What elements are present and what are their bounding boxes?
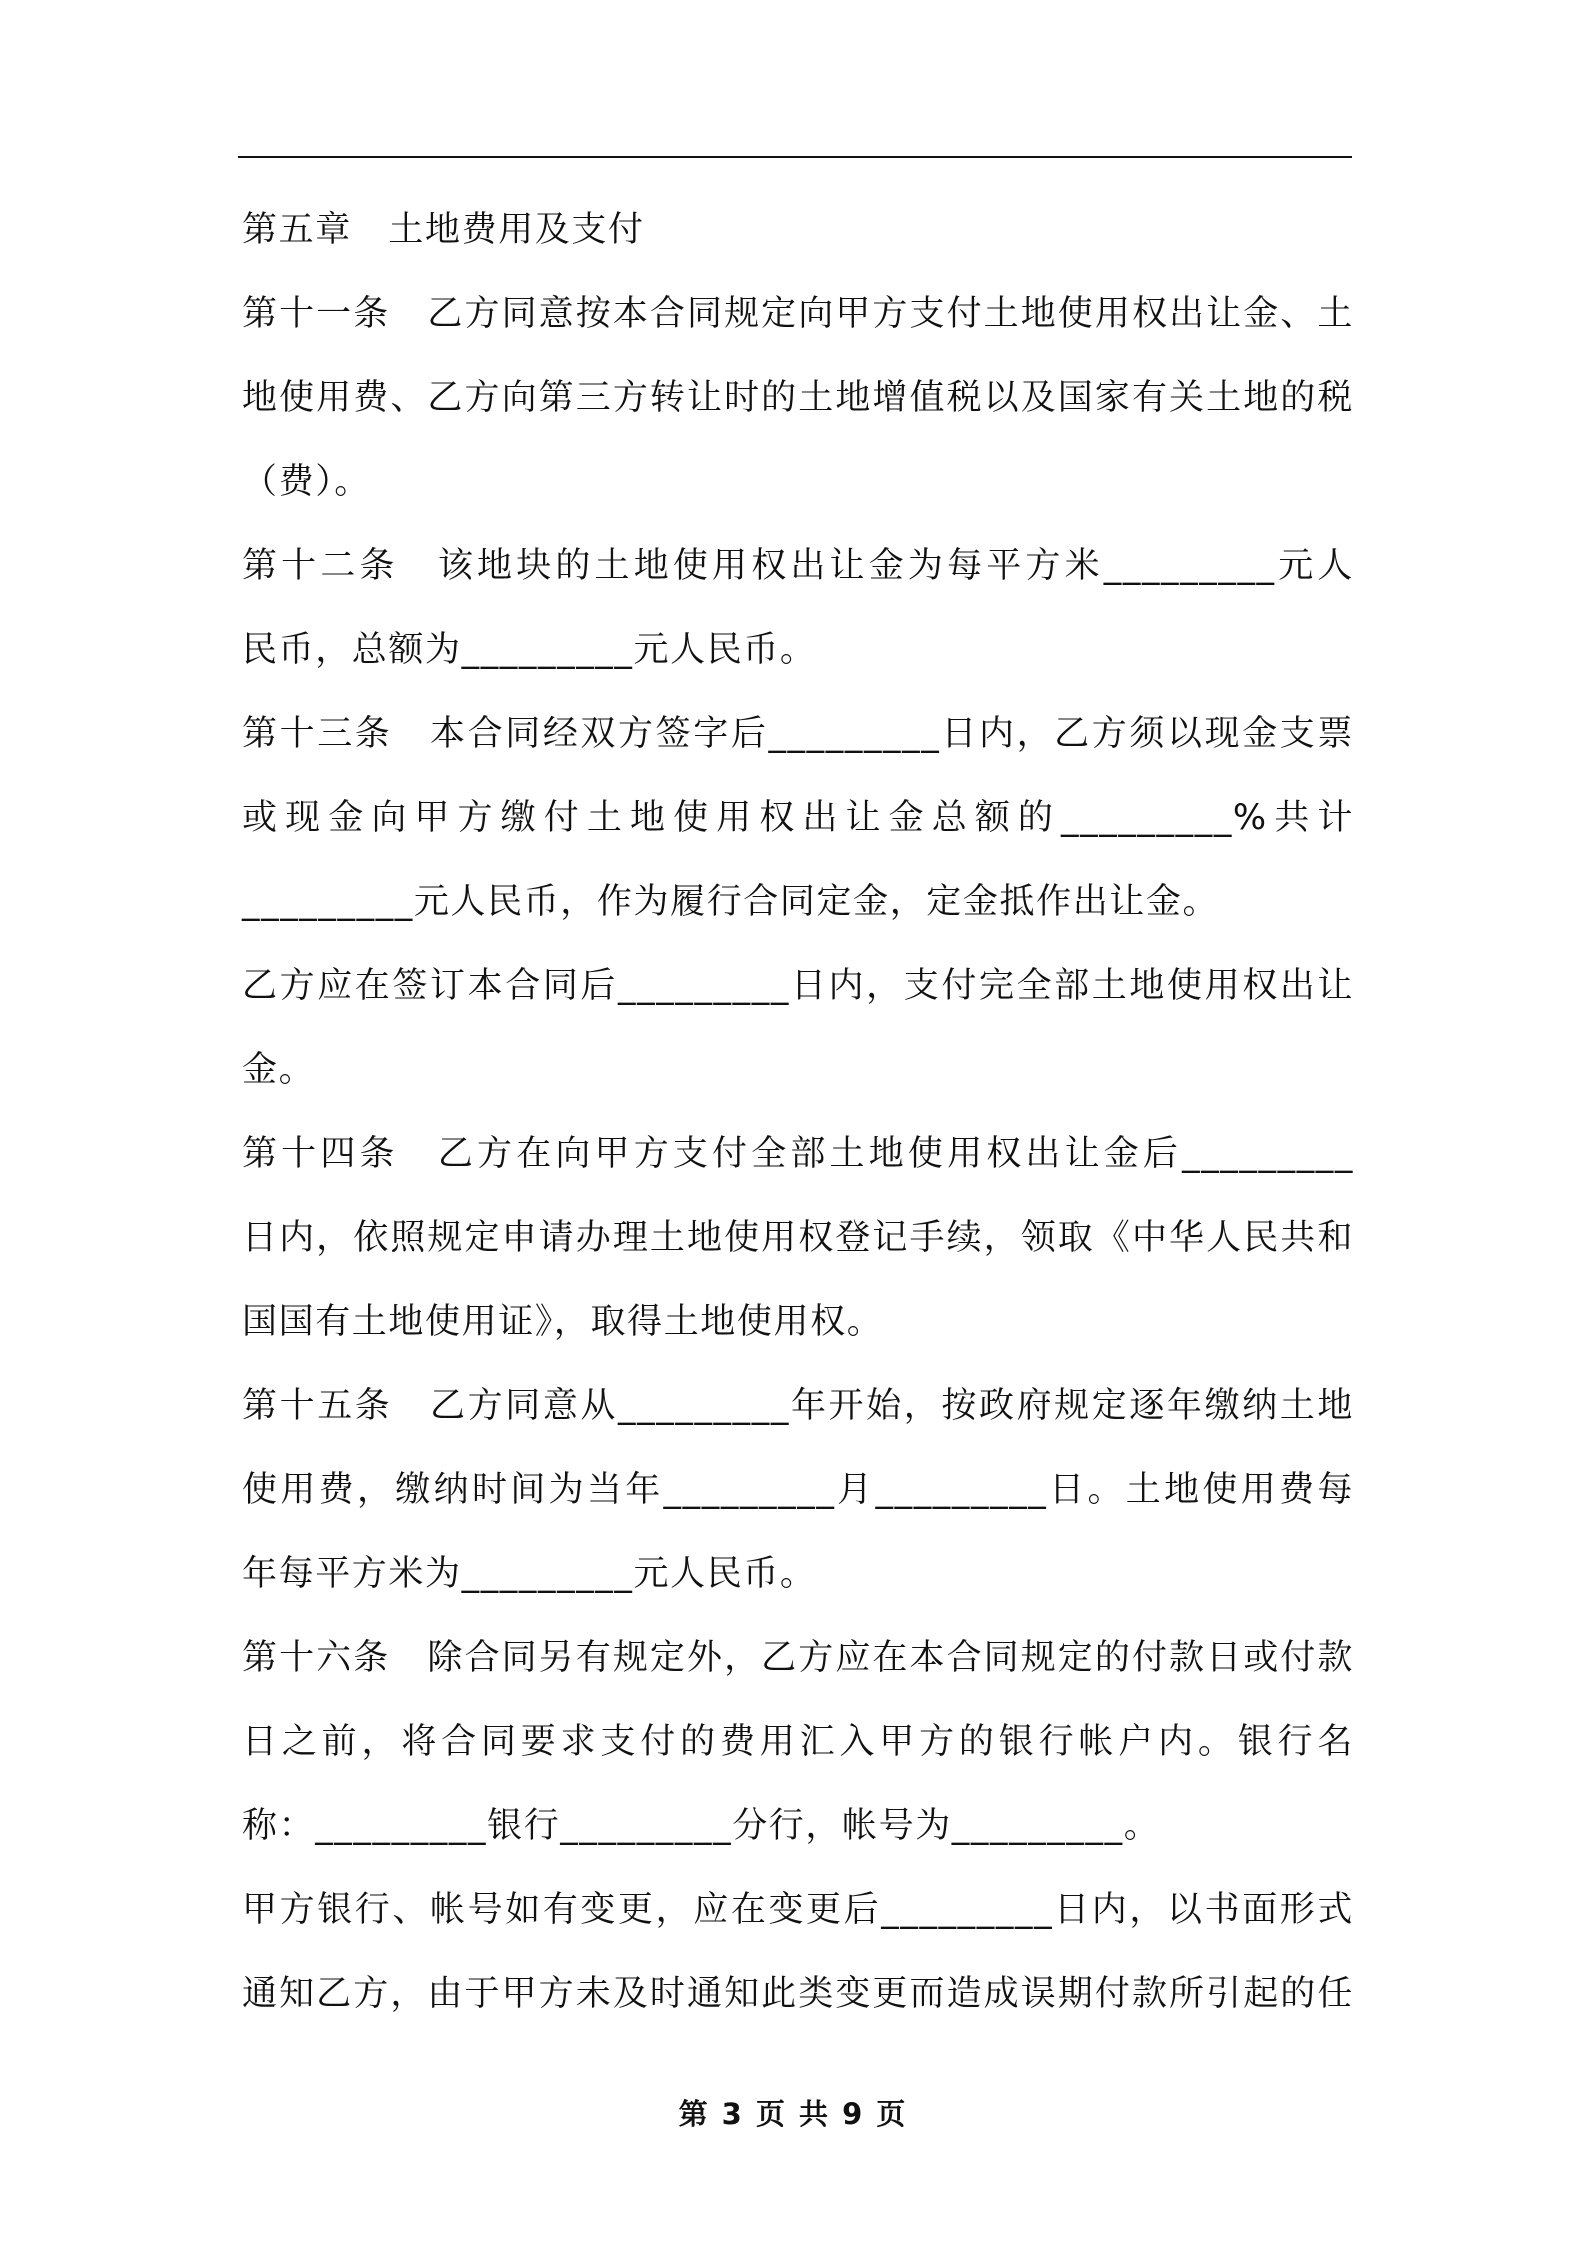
text-line: （费）。 <box>242 462 371 502</box>
text-line: 地使用费、乙方向第三方转让时的土地增值税以及国家有关土地的税 <box>242 378 1354 418</box>
text-line: 第十六条 除合同另有规定外，乙方应在本合同规定的付款日或付款 <box>242 1638 1354 1678</box>
chapter-heading: 第五章 土地费用及支付 <box>242 210 645 250</box>
text-line: 第十一条 乙方同意按本合同规定向甲方支付土地使用权出让金、土 <box>242 294 1354 334</box>
text-line: 民币，总额为_________元人民币。 <box>242 630 817 670</box>
text-line: 称：_________银行_________分行，帐号为_________。 <box>242 1806 1161 1846</box>
text-line: 日内，依照规定申请办理土地使用权登记手续，领取《中华人民共和 <box>242 1218 1354 1258</box>
text-line: 或现金向甲方缴付土地使用权出让金总额的_________%共计 <box>242 798 1354 838</box>
text-line: 通知乙方，由于甲方未及时通知此类变更而造成误期付款所引起的任 <box>242 1974 1354 2014</box>
text-line: _________元人民币，作为履行合同定金，定金抵作出让金。 <box>242 882 1220 922</box>
header-rule <box>238 156 1352 158</box>
text-line: 第十五条 乙方同意从_________年开始，按政府规定逐年缴纳土地 <box>242 1386 1354 1426</box>
text-line: 金。 <box>242 1050 316 1090</box>
page-number: 第 3 页 共 9 页 <box>678 2097 908 2131</box>
text-line: 甲方银行、帐号如有变更，应在变更后_________日内，以书面形式 <box>242 1890 1354 1930</box>
text-line: 第十三条 本合同经双方签字后_________日内，乙方须以现金支票 <box>242 714 1354 754</box>
text-line: 第十四条 乙方在向甲方支付全部土地使用权出让金后_________ <box>242 1134 1354 1174</box>
document-body <box>242 195 1354 2043</box>
text-line: 使用费，缴纳时间为当年_________月_________日。土地使用费每 <box>242 1470 1354 1510</box>
text-line: 国国有土地使用证》，取得土地使用权。 <box>242 1302 884 1342</box>
text-line: 第十二条 该地块的土地使用权出让金为每平方米_________元人 <box>242 546 1354 586</box>
text-line: 乙方应在签订本合同后_________日内，支付完全部土地使用权出让 <box>242 966 1354 1006</box>
text-line: 日之前，将合同要求支付的费用汇入甲方的银行帐户内。银行名 <box>242 1722 1354 1762</box>
text-line: 年每平方米为_________元人民币。 <box>242 1554 817 1594</box>
